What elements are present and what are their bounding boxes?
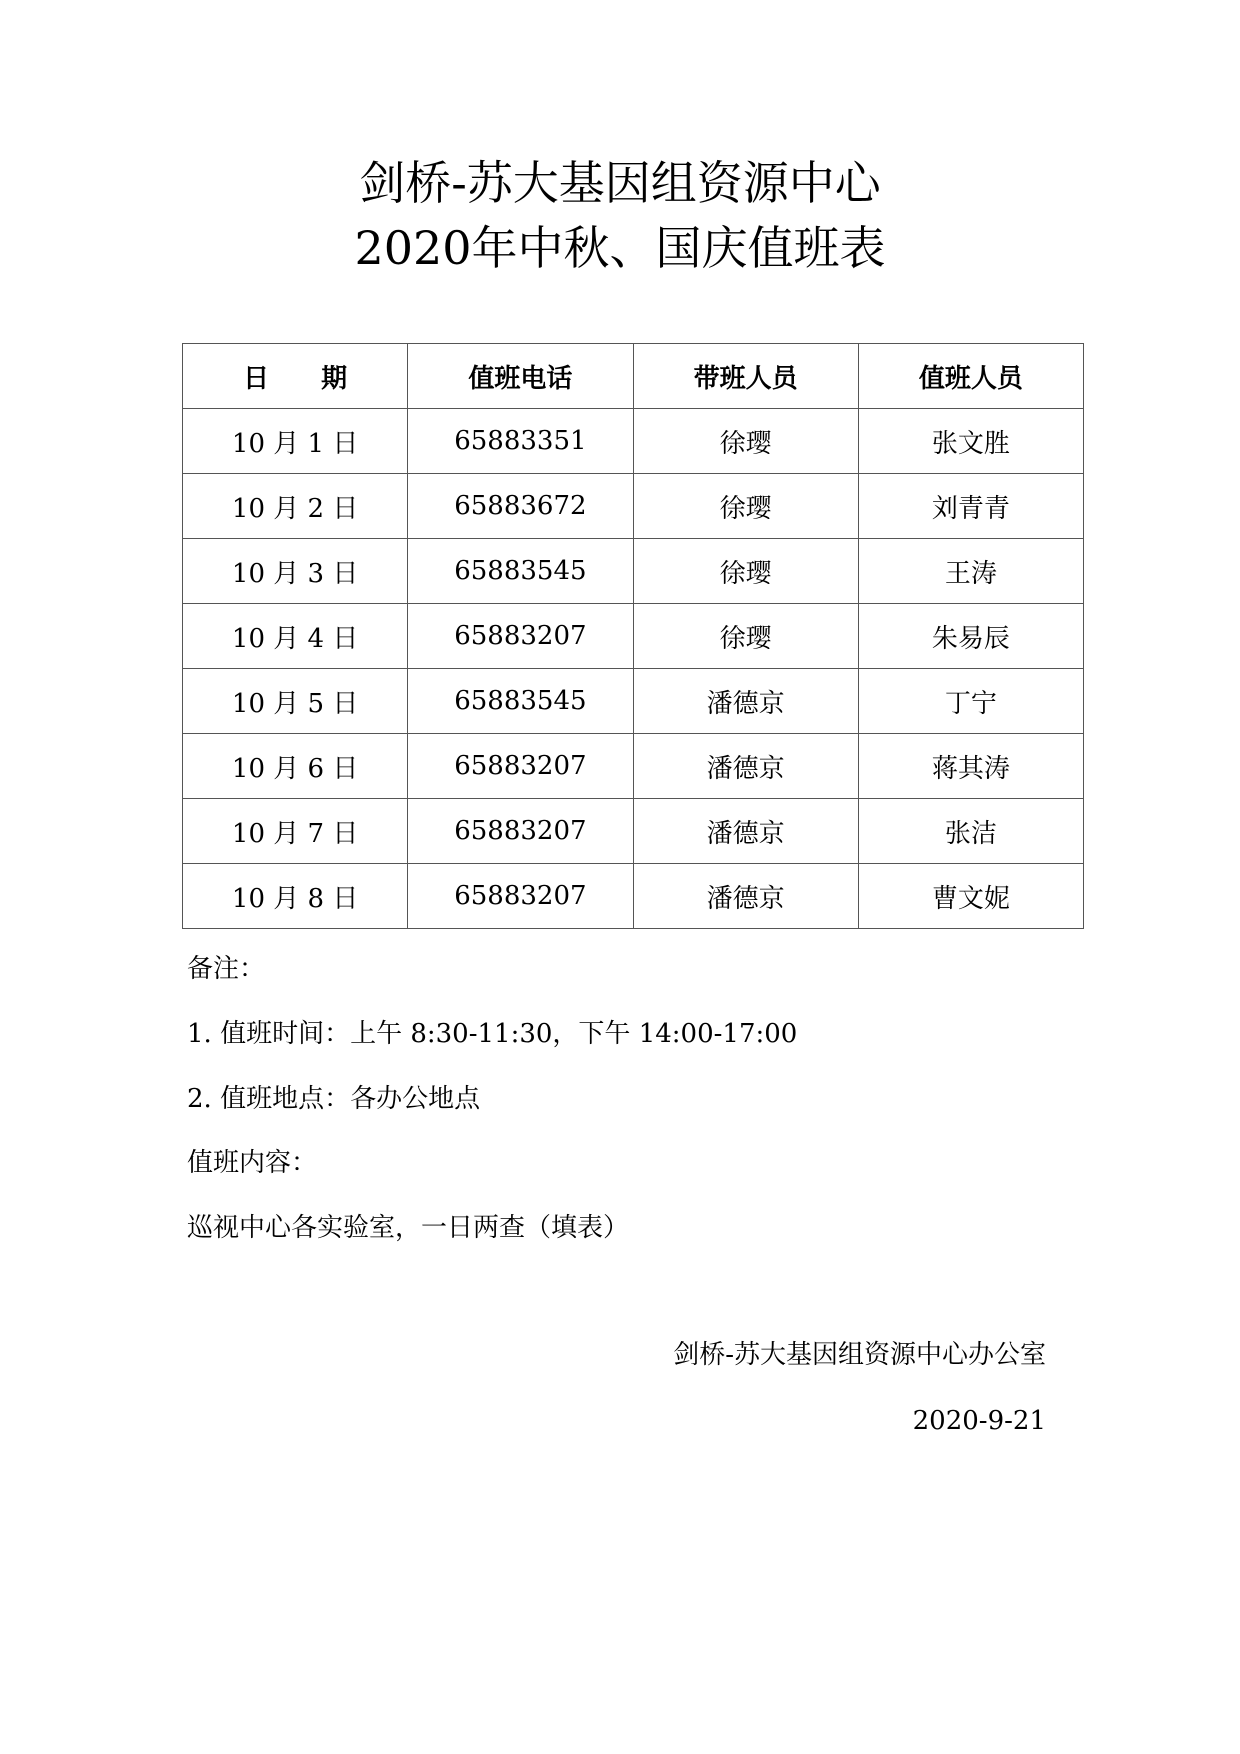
leader-cell: 潘德京 xyxy=(633,799,858,864)
signature-date: 2020-9-21 xyxy=(912,1406,1046,1436)
phone-cell: 65883207 xyxy=(408,604,633,669)
header-leader: 带班人员 xyxy=(633,344,858,409)
table-header-row xyxy=(183,344,1084,409)
staff-cell: 张洁 xyxy=(858,799,1083,864)
date-cell: 10 月 8 日 xyxy=(183,864,408,929)
staff-cell: 曹文妮 xyxy=(858,864,1083,929)
phone-cell: 65883207 xyxy=(408,864,633,929)
phone-cell: 65883545 xyxy=(408,669,633,734)
leader-cell: 徐璎 xyxy=(633,474,858,539)
duty-content-heading: 值班内容： xyxy=(187,1148,318,1178)
document-title: 剑桥-苏大基因组资源中心 xyxy=(359,156,881,210)
leader-cell: 潘德京 xyxy=(633,864,858,929)
header-date: 日 期 xyxy=(183,344,408,409)
header-staff: 值班人员 xyxy=(858,344,1083,409)
leader-cell: 潘德京 xyxy=(633,669,858,734)
date-cell: 10 月 3 日 xyxy=(183,539,408,604)
duty-schedule-table xyxy=(182,343,1084,929)
leader-cell: 徐璎 xyxy=(633,604,858,669)
table-row xyxy=(183,864,1084,929)
staff-cell: 丁宁 xyxy=(858,669,1083,734)
date-cell: 10 月 4 日 xyxy=(183,604,408,669)
notes-heading: 备注： xyxy=(187,954,266,984)
leader-cell: 潘德京 xyxy=(633,734,858,799)
note-duty-location: 2. 值班地点：各办公地点 xyxy=(187,1084,481,1114)
staff-cell: 张文胜 xyxy=(858,409,1083,474)
date-cell: 10 月 1 日 xyxy=(183,409,408,474)
header-phone: 值班电话 xyxy=(408,344,633,409)
table-row xyxy=(183,669,1084,734)
date-cell: 10 月 2 日 xyxy=(183,474,408,539)
table-row xyxy=(183,409,1084,474)
staff-cell: 朱易辰 xyxy=(858,604,1083,669)
note-duty-time: 1. 值班时间：上午 8:30-11:30，下午 14:00-17:00 xyxy=(187,1019,798,1049)
leader-cell: 徐璎 xyxy=(633,539,858,604)
date-cell: 10 月 6 日 xyxy=(183,734,408,799)
document-subtitle: 2020年中秋、国庆值班表 xyxy=(354,221,886,275)
signature-office: 剑桥-苏大基因组资源中心办公室 xyxy=(673,1340,1046,1370)
phone-cell: 65883545 xyxy=(408,539,633,604)
table-row xyxy=(183,474,1084,539)
phone-cell: 65883207 xyxy=(408,799,633,864)
phone-cell: 65883207 xyxy=(408,734,633,799)
table-row xyxy=(183,799,1084,864)
staff-cell: 王涛 xyxy=(858,539,1083,604)
phone-cell: 65883351 xyxy=(408,409,633,474)
table-row xyxy=(183,734,1084,799)
date-cell: 10 月 5 日 xyxy=(183,669,408,734)
duty-content-text: 巡视中心各实验室，一日两查（填表） xyxy=(187,1213,630,1243)
staff-cell: 刘青青 xyxy=(858,474,1083,539)
table-row xyxy=(183,604,1084,669)
leader-cell: 徐璎 xyxy=(633,409,858,474)
staff-cell: 蒋其涛 xyxy=(858,734,1083,799)
table-row xyxy=(183,539,1084,604)
phone-cell: 65883672 xyxy=(408,474,633,539)
date-cell: 10 月 7 日 xyxy=(183,799,408,864)
